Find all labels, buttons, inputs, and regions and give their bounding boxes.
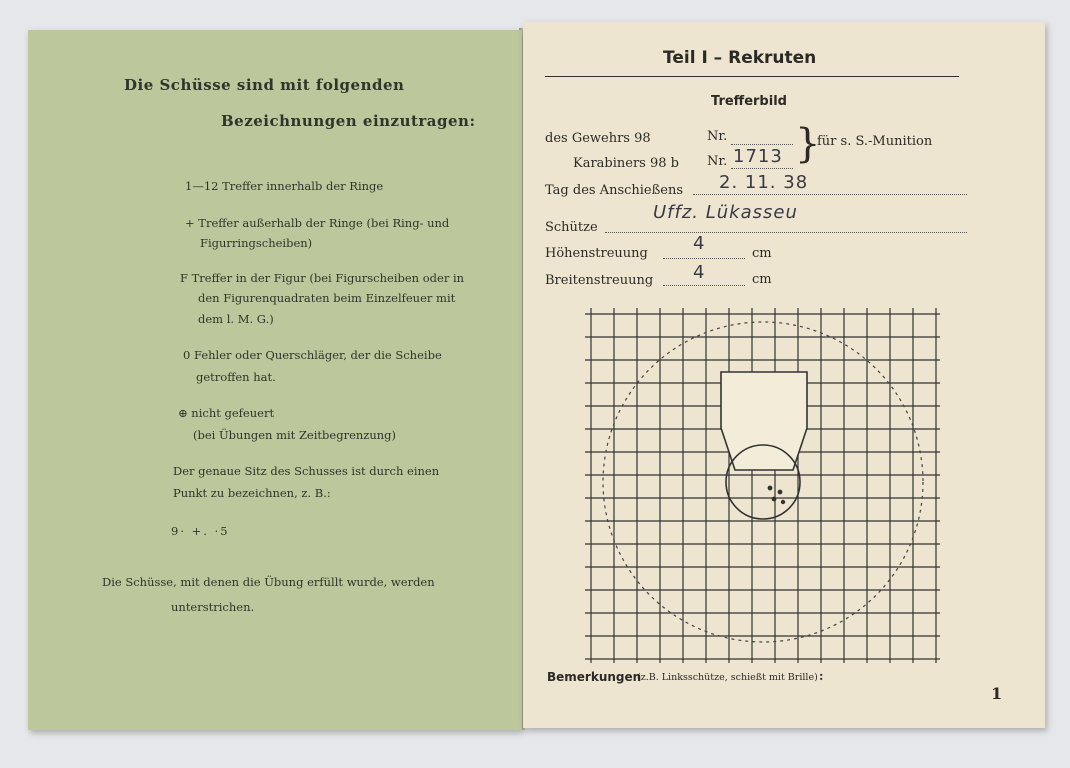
page-title: Teil I – Rekruten <box>663 48 817 68</box>
hoehe-line <box>663 258 745 259</box>
example-marks: 9· +. ·5 <box>171 524 230 538</box>
shot-hole <box>781 500 785 504</box>
right-page <box>523 22 1045 728</box>
legend-item-error-cont: getroffen hat. <box>196 370 276 384</box>
karabiner-nr-label: Nr. <box>707 154 728 169</box>
breite-line <box>663 285 745 286</box>
breite-unit: cm <box>752 272 772 287</box>
hoehe-unit: cm <box>752 246 772 261</box>
legend-item-not-fired: ⊕ nicht gefeuert <box>178 406 275 420</box>
shot-hole <box>768 486 773 491</box>
munition-label: für s. S.-Munition <box>817 134 933 149</box>
karabiner-nr-line <box>731 168 793 169</box>
remarks-hint: (z.B. Linksschütze, schießt mit Brille) <box>637 672 818 683</box>
karabiner-nr-value: 1713 <box>733 146 783 167</box>
shot-hole <box>778 490 783 495</box>
legend-item-outside: + Treffer außerhalb der Ringe (bei Ring- und <box>185 216 450 230</box>
left-page <box>28 30 522 730</box>
tag-line <box>693 194 967 195</box>
page-number: 1 <box>991 684 1003 703</box>
hoehe-label: Höhenstreuung <box>545 246 648 261</box>
left-heading-line1: Die Schüsse sind mit folgenden <box>124 76 405 94</box>
brace-icon: } <box>795 121 821 167</box>
shot-hole <box>772 497 777 502</box>
subtitle: Trefferbild <box>711 94 787 109</box>
tag-label: Tag des Anschießens <box>545 183 684 198</box>
gewehr-nr-line <box>731 144 793 145</box>
figure-silhouette <box>721 372 807 470</box>
schuetze-label: Schütze <box>545 220 598 235</box>
remarks-colon: : <box>819 669 824 683</box>
note-line1: Der genaue Sitz des Schusses ist durch einen <box>173 464 440 478</box>
title-rule <box>545 76 959 77</box>
schuetze-value: Uffz. Lükasseu <box>653 202 798 223</box>
schuetze-line <box>605 232 967 233</box>
legend-item-hits: 1—12 Treffer innerhalb der Ringe <box>185 179 384 193</box>
footer-line2: unterstrichen. <box>171 600 255 614</box>
breite-value: 4 <box>693 262 706 283</box>
legend-item-not-fired-cont: (bei Übungen mit Zeitbegrenzung) <box>193 428 396 442</box>
remarks-label: Bemerkungen <box>547 670 642 684</box>
legend-item-figure-cont2: dem l. M. G.) <box>198 312 274 326</box>
target-grid <box>585 308 945 668</box>
legend-item-error: 0 Fehler oder Querschläger, der die Scheibe <box>183 348 442 362</box>
left-heading-line2: Bezeichnungen einzutragen: <box>221 112 476 130</box>
legend-item-figure: F Treffer in der Figur (bei Figurscheiben oder in <box>180 271 465 285</box>
legend-item-outside-cont: Figurringscheiben) <box>200 236 313 250</box>
tag-value: 2. 11. 38 <box>719 172 809 193</box>
breite-label: Breitenstreuung <box>545 273 654 288</box>
hoehe-value: 4 <box>693 233 706 254</box>
note-line2: Punkt zu bezeichnen, z. B.: <box>173 486 331 500</box>
legend-item-figure-cont1: den Figurenquadraten beim Einzelfeuer mit <box>198 291 456 305</box>
gewehr-nr-label: Nr. <box>707 129 728 144</box>
gewehr-label: des Gewehrs 98 <box>545 131 651 146</box>
outer-dashed-circle <box>603 322 923 642</box>
footer-line1: Die Schüsse, mit denen die Übung erfüllt wurde, werden <box>102 575 435 589</box>
karabiner-label: Karabiners 98 b <box>573 156 679 171</box>
